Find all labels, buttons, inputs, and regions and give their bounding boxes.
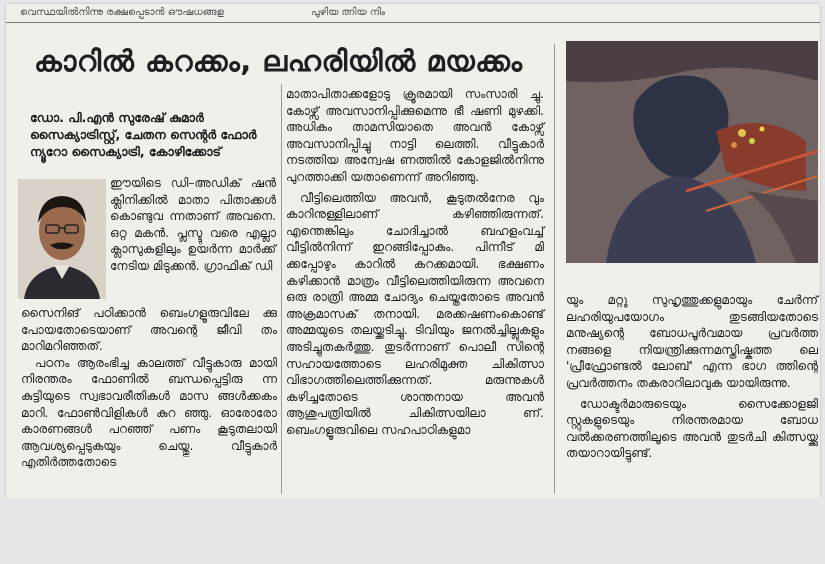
column3-paragraph-2: ഡോക്ടർമാരുടെയും സൈക്കോളജി സ്റ്റുകളുടെയും നിരന്തരമായ ബോധ വൽക്കരണത്തിലൂടെ അവൻ തുടർചി കിത്സയ്ക്കു തയാറായിട്ടുണ്ട്. — [566, 396, 818, 461]
author-name: ഡോ. പി.എൻ സുരേഷ് കുമാർ — [30, 110, 204, 125]
column3 — [566, 292, 818, 462]
column-divider-2 — [554, 44, 555, 494]
illustration-gap — [566, 263, 818, 287]
newspaper-clipping — [6, 4, 820, 498]
column1-beside-photo — [110, 175, 276, 275]
column3-paragraph-1: യും മറ്റു സുഹൃത്തുക്കളുമായും ചേർന്ന് ലഹരിയുപയോഗം തുടങ്ങിയതോടെ മനുഷ്യന്റെ ബോധപൂർവമായ പ്രവർത്ത നങ്ങളെ നിയന്ത്രിക്കുന്നമസ്തിഷ്കത്ത ലെ 'പ്രീഫ്രോണ്ടൽ ലോബ്' എന്ന ഭാഗ ത്തിന്റെ പ്രവർത്തനം തകരാറിലാവുക യായിരുന്നു. — [566, 293, 818, 390]
column1-below-photo — [21, 305, 277, 471]
author-photo — [18, 179, 106, 299]
column1-paragraph-2: സൈനിങ് പഠിക്കാൻ ബെംഗളൂരുവിലേ ക്കു പോയതോടെയാണ് അവന്റെ ജീവി തം മാറിമറിഞ്ഞത്. — [21, 306, 277, 354]
top-strip-left-text: വെസ്ഥയിൽനിന്നു രക്ഷപ്പെടാൻ ഔഷധങ്ങള — [20, 7, 224, 18]
bottom-margin — [0, 498, 825, 564]
top-rule — [6, 22, 820, 23]
top-strip-right-text: പുഴിയ ത്നിയ നിം — [311, 7, 386, 18]
column2 — [286, 86, 544, 438]
author-portrait-icon — [18, 179, 106, 299]
column-divider-1 — [281, 84, 282, 494]
author-byline — [30, 109, 280, 160]
author-affiliation-line1: സൈക്യാട്രിസ്റ്റ്, ചേതന സെന്റർ ഫോർ — [30, 127, 257, 142]
article-illustration — [566, 41, 818, 263]
previous-article-strip — [6, 4, 820, 22]
car-driver-illustration-icon — [566, 41, 818, 263]
article-headline: കാറിൽ കറക്കം, ലഹരിയിൽ മയക്കം — [34, 44, 523, 78]
column2-paragraph-1: മാതാപിതാക്കളോടു ക്രൂരമായി സംസാരി ച്ചു. കോഴ്സ് അവസാനിപ്പിക്കുമെന്നു ഭീ ഷണി മുഴക്കി. അധികം താമസിയാതെ അവൻ കോഴ്സ് അവസാനിപ്പിച്ചു നാട്ടി ലെത്തി. വീട്ടുകാർ നടത്തിയ അന്വേഷ ണത്തിൽ കോളജിൽനിന്നു പുറത്താക്കി യതാണെന്ന് അറിഞ്ഞു. — [286, 87, 544, 184]
column1-paragraph-1: ഈയിടെ ഡി–അഡിക് ഷൻ ക്ലിനിക്കിൽ മാതാ പിതാക്കൾ കൊണ്ടുവ ന്നതാണ് അവനെ. ഒറ്റ മകൻ. പ്ലസ്ടു വരെ എല്ലാ ക്ലാസുകളിലും ഉയർന്ന മാർക്ക് നേടിയ മിടുക്കൻ. ഗ്രാഫിക് ഡി — [110, 176, 276, 273]
column2-paragraph-2: വീട്ടിലെത്തിയ അവൻ, കൂടുതൽനേര വും കാറിനുള്ളിലാണ് കഴിഞ്ഞിരുന്നത്. എന്തെങ്കിലും ചോദിച്ചാൽ ബഹളംവച്ച് വീട്ടിൽനിന്ന് ഇറങ്ങിപ്പോകും. പിന്നീട് മി ക്കപ്പോഴും കാറിൽ കറക്കമായി. ഭക്ഷണം കഴിക്കാൻ മാത്രം വീട്ടിലെത്തിയിരുന്ന അവനെ ഒരു രാത്രി അമ്മ ചോദ്യം ചെയ്തതോടെ അവൻ അക്രമാസക് തനായി. മരക്കഷണംകൊണ്ട് അമ്മയുടെ തലയ്ക്കടിച്ചു. ടിവിയും ജനൽച്ചില്ലുകളും അടിച്ചുതകർത്തു. തുടർന്നാണ് പൊലീ സിന്റെ സഹായത്തോടെ ലഹരിമുക്ത ചികിത്സാ വിഭാഗത്തിലെത്തിക്കുന്നത്. മരുന്നുകൾ കഴിച്ചതോടെ ശാന്തനായ അവൻ ആശുപത്രിയിൽ ചികിത്സയിലാ ണ്. ബെംഗളൂരുവിലെ സഹപാഠികളുമാ — [286, 190, 544, 437]
author-affiliation-line2: ന്യൂറോ സൈക്യാട്രി, കോഴിക്കോട് — [30, 144, 222, 159]
column1-paragraph-3: പഠനം ആരംഭിച്ച കാലത്ത് വീട്ടുകാരു മായി നിരന്തരം ഫോണിൽ ബന്ധപ്പെട്ടിരു ന്ന കുട്ടിയുടെ സ്വഭാവരീതികൾ മാസ ങ്ങൾക്കകം മാറി. ഫോൺവിളികൾ കുറ ഞ്ഞു. ഓരോരോ കാരണങ്ങൾ പറഞ്ഞ് പണം കൂടുതലായി ആവശ്യപ്പെടുകയും ചെയ്തു. വീട്ടുകാർ എതിർത്തതോടെ — [21, 355, 277, 470]
